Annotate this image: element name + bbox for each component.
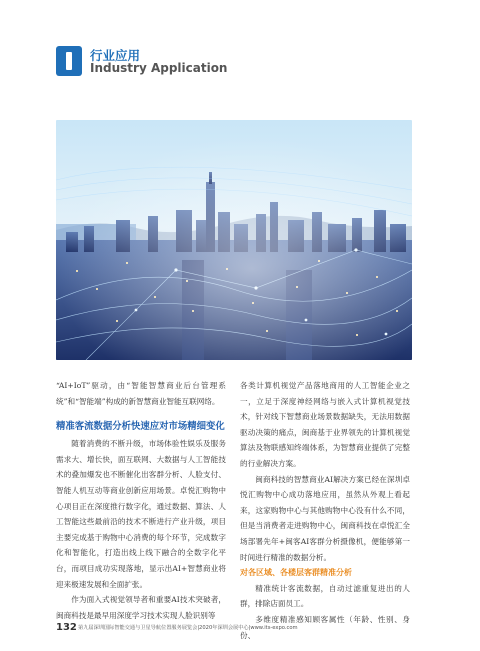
body-paragraph: 多维度精准感知顾客属性（年龄、性别、身份、	[240, 614, 410, 640]
hero-image	[56, 120, 412, 360]
sub-heading: 对各区域、各楼层客群精准分析	[240, 568, 352, 578]
left-column	[56, 378, 226, 623]
right-column	[240, 378, 410, 643]
body-paragraph: 闽商科技的智慧商业AI解决方案已经在深圳卓悦汇购物中心成功落地应用，虽然从外观上看起来，这家购物中心与其他购物中心没有什么不同，但是当消费者走进购物中心，闽商科技在卓悦汇全场部署先年+闽客AI客群分析摄像机，便能够第一时间进行精准的数据分析。	[240, 474, 410, 562]
city-skyline-image	[56, 120, 412, 360]
body-paragraph: 精准统计客流数据，自动过滤重复进出的人群，排除店面员工。	[240, 583, 410, 609]
footer-caption: 第九届深圳国际智能交通与卫星导航位置服务展览会|2020年深圳会展中心|www.its-expo.com	[78, 625, 298, 631]
lead-paragraph: “AI+IoT”驱动，由“智能智慧商业后台管理系统”和“智能端”构成的新智慧商业智能互联网络。	[56, 381, 226, 406]
section-heading: 精准客流数据分析快速应对市场精细变化	[56, 421, 225, 433]
section-badge-icon	[56, 46, 82, 76]
body-paragraph: 作为面入式视觉领导者和重要AI技术突破者，闽商科技是最早用深度学习技术实现人脸识别等	[56, 595, 226, 620]
section-title-cn: 行业应用	[90, 48, 141, 63]
body-paragraph: 各类计算机视觉产品落地商用的人工智能企业之一，立足于深度神经网络与嵌入式计算机视觉技术，针对线下智慧商业场景数据缺失，无法用数据驱动决策的痛点，闽商基于业界领先的计算机视觉算法及物联感知终端体系，为智慧商业提供了完整的行业解决方案。	[240, 381, 410, 468]
page-number: 132	[56, 622, 77, 633]
body-paragraph: 随着消费的不断升级，市场体验性娱乐及服务需求大、增长快，面互联网、大数据与人工智能技术的叠加爆发也不断催化出客群分析、人脸支付、智能人机互动等商业创新应用场景。卓悦汇购物中心项目正在深度推行数字化，通过数据、算法、人工智能这些最前沿的技术不断进行产业升级，项目主要完成基于购物中心消费的每个环节，完成数字化和智能化，打造出线上线下融合的全数字化平台，而项目成功实现落地，显示出AI+智慧商业将迎来极速发展和全面扩张。	[56, 439, 226, 589]
section-title-en: Industry Application	[90, 61, 228, 75]
